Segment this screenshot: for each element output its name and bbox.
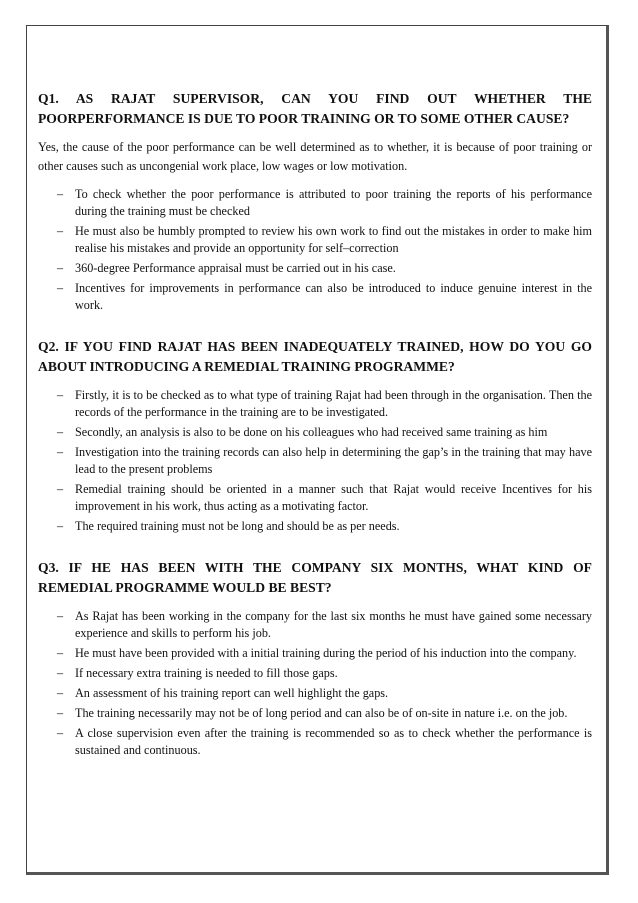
list-item: – The training necessarily may not be of long period and can also be of on-site in nature i.e. on the job. [57,706,568,720]
document-body [38,89,592,762]
question-2-bullet-list [38,387,592,535]
question-1-heading: Q1. AS RAJAT SUPERVISOR, CAN YOU FIND OUT WHETHER THE POORPERFORMANCE IS DUE TO POOR TRAINING OR TO SOME OTHER CAUSE? [38,91,592,126]
dash-icon: – [57,686,64,700]
dash-icon: – [57,187,64,201]
question-3-section [38,558,592,759]
list-item: – Firstly, it is to be checked as to what type of training Rajat had been through in the organisation. Then the records of the performance in the training are to be investigated. [57,388,592,419]
dash-icon: – [57,666,64,680]
list-item: – To check whether the poor performance is attributed to poor training the reports of his performance during the training must be checked [57,187,592,218]
list-item: – Incentives for improvements in performance can also be introduced to induce genuine interest in the work. [57,281,592,312]
dash-icon: – [57,609,64,623]
list-item: – As Rajat has been working in the company for the last six months he must have gained some necessary experience and skills to perform his job. [57,609,592,640]
dash-icon: – [57,425,64,439]
list-item: – Investigation into the training records can also help in determining the gap’s in the training that may have lead to the present problems [57,445,592,476]
question-3-heading: Q3. IF HE HAS BEEN WITH THE COMPANY SIX MONTHS, WHAT KIND OF REMEDIAL PROGRAMME WOULD BE BEST? [38,560,592,595]
list-item: – Remedial training should be oriented in a manner such that Rajat would receive Incentives for his improvement in his work, thus acting as a motivating factor. [57,482,592,513]
dash-icon: – [57,646,64,660]
dash-icon: – [57,519,64,533]
list-item: – An assessment of his training report can well highlight the gaps. [57,686,389,700]
list-item: – He must also be humbly prompted to review his own work to find out the mistakes in order to make him realise his mistakes and provide an opportunity for self–correction [57,224,592,255]
dash-icon: – [57,445,64,459]
list-item: – 360-degree Performance appraisal must be carried out in his case. [57,261,396,275]
list-item: – If necessary extra training is needed to fill those gaps. [57,666,338,680]
dash-icon: – [57,388,64,402]
dash-icon: – [57,224,64,238]
list-item: – He must have been provided with a initial training during the period of his induction into the company. [57,646,577,660]
dash-icon: – [57,482,64,496]
dash-icon: – [57,281,64,295]
dash-icon: – [57,261,64,275]
question-1-section [38,89,592,314]
question-1-bullet-list [38,186,592,314]
list-item: – Secondly, an analysis is also to be done on his colleagues who had received same training as him [57,425,548,439]
question-2-section [38,337,592,535]
question-3-bullet-list [38,608,592,759]
list-item: – The required training must not be long and should be as per needs. [57,519,400,533]
list-item: – A close supervision even after the training is recommended so as to check whether the performance is sustained and continuous. [57,726,592,757]
dash-icon: – [57,706,64,720]
question-1-answer: Yes, the cause of the poor performance can be well determined as to whether, it is because of poor training or other causes such as uncongenial work place, low wages or low motivation. [38,140,592,173]
question-2-heading: Q2. IF YOU FIND RAJAT HAS BEEN INADEQUATELY TRAINED, HOW DO YOU GO ABOUT INTRODUCING A REMEDIAL TRAINING PROGRAMME? [38,339,592,374]
dash-icon: – [57,726,64,740]
